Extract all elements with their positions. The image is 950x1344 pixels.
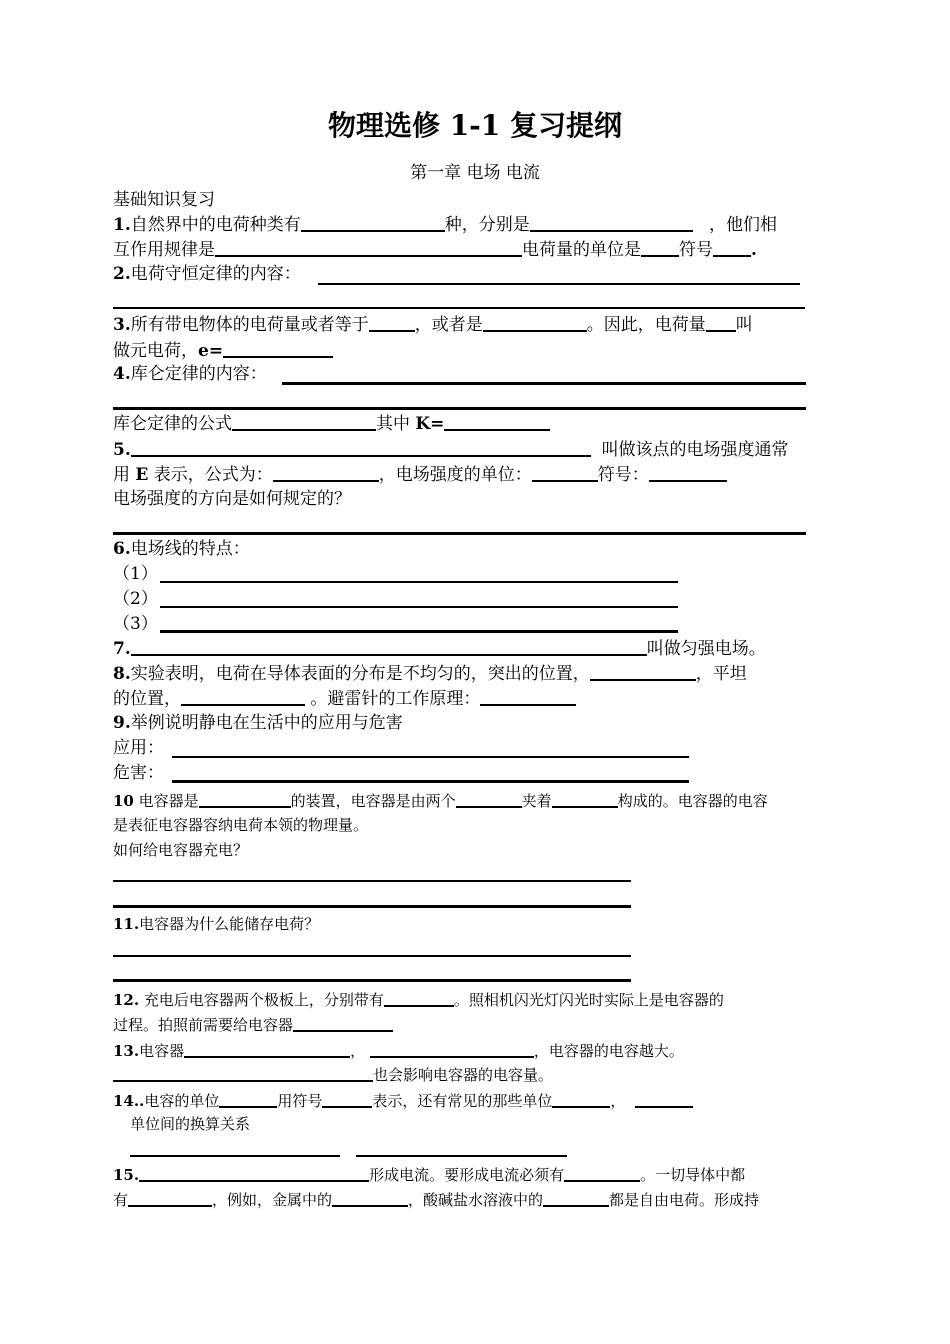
answer-line[interactable] [113, 532, 806, 535]
question-5-line-2: 用 E 表示，公式为： ，电场强度的单位： 符号： [113, 464, 727, 485]
blank-field[interactable] [444, 413, 550, 431]
question-14-line-2: 单位间的换算关系 [130, 1115, 251, 1133]
answer-line[interactable] [160, 606, 678, 608]
question-11-line-1: 11.电容器为什么能储存电荷？ [113, 915, 320, 933]
blank-field[interactable] [293, 1014, 393, 1032]
answer-line[interactable] [113, 955, 631, 957]
answer-line[interactable] [113, 307, 805, 309]
answer-line[interactable] [282, 382, 806, 385]
question-9-harm: 危害： [113, 763, 164, 783]
question-12-line-2: 过程。拍照前需要给电容器 [113, 1014, 393, 1035]
question-2-line-1: 2.电荷守恒定律的内容： [113, 264, 301, 284]
answer-line[interactable] [172, 780, 689, 783]
blank-field[interactable] [456, 790, 522, 808]
section-heading: 基础知识复习 [113, 190, 215, 210]
question-13-line-1: 13.电容器 ， ，电容器的电容越大。 [113, 1042, 684, 1060]
answer-line[interactable] [113, 905, 631, 908]
blank-field[interactable] [128, 1189, 212, 1207]
question-5-line-1: 5. 叫做该点的电场强度通常 [113, 440, 789, 460]
question-1-line-1: 1.自然界中的电荷种类有 种，分别是 ，他们相 [113, 215, 777, 235]
blank-field[interactable] [480, 688, 576, 706]
blank-field[interactable] [369, 314, 415, 332]
blank-field[interactable] [706, 314, 736, 332]
page-title: 物理选修 1-1 复习提纲 [327, 109, 623, 142]
answer-line[interactable] [113, 407, 806, 410]
question-5-line-3: 电场强度的方向是如何规定的？ [113, 489, 351, 509]
answer-line[interactable] [113, 979, 631, 982]
answer-line[interactable] [356, 1155, 567, 1157]
answer-line[interactable] [160, 581, 678, 583]
question-6-line-1: 6.电场线的特点： [113, 539, 250, 559]
answer-line[interactable] [130, 1155, 340, 1157]
answer-line[interactable] [160, 630, 678, 633]
question-6-item-1: （1） [113, 564, 158, 584]
question-6-item-3: （3） [113, 614, 158, 634]
blank-field[interactable] [649, 464, 727, 482]
question-3-line-2: 做元电荷，e= [113, 340, 333, 361]
question-4-line-1: 4.库仑定律的内容： [113, 364, 267, 384]
question-12-line-1: 12. 充电后电容器两个极板上，分别带有 。照相机闪光灯闪光时实际上是电容器的 [113, 991, 724, 1009]
blank-field[interactable] [483, 314, 587, 332]
question-6-item-2: （2） [113, 589, 158, 609]
blank-field[interactable] [532, 464, 598, 482]
question-8-line-1: 8.实验表明，电荷在导体表面的分布是不均匀的，突出的位置， ，平坦 [113, 664, 747, 684]
blank-field[interactable] [131, 638, 647, 656]
blank-field[interactable] [219, 1090, 277, 1108]
blank-field[interactable] [564, 1164, 640, 1182]
question-15-line-2: 有 ，例如，金属中的 ，酸碱盐水溶液中的 都是自由电荷。形成持 [113, 1191, 760, 1209]
question-15-line-1: 15. 形成电流。要形成电流必须有 。一切导体中都 [113, 1166, 746, 1184]
blank-field[interactable] [713, 239, 751, 257]
blank-field[interactable] [199, 790, 291, 808]
question-7-line-1: 7. 叫做匀强电场。 [113, 639, 766, 659]
blank-field[interactable] [223, 340, 333, 358]
question-9-application: 应用： [113, 738, 164, 758]
blank-field[interactable] [184, 1040, 350, 1058]
blank-field[interactable] [139, 1164, 369, 1182]
blank-field[interactable] [181, 688, 305, 706]
blank-field[interactable] [543, 1189, 609, 1207]
question-14-line-1: 14..电容的单位 用符号 表示，还有常见的那些单位 ， [113, 1090, 693, 1111]
blank-field[interactable] [384, 989, 454, 1007]
question-10-line-1: 10 电容器是 的装置，电容器是由两个 夹着 构成的。电容器的电容 [113, 792, 768, 810]
question-8-line-2: 的位置， 。避雷针的工作原理： [113, 688, 576, 709]
answer-line[interactable] [113, 880, 631, 882]
blank-field[interactable] [552, 1090, 610, 1108]
blank-field[interactable] [113, 1064, 373, 1082]
question-10-line-2: 是表征电容器容纳电荷本领的物理量。 [113, 816, 369, 834]
blank-field[interactable] [232, 413, 376, 431]
answer-line[interactable] [318, 283, 800, 285]
blank-field[interactable] [131, 439, 591, 457]
question-1-line-2: 互作用规律是 电荷量的单位是 符号 . [113, 240, 757, 260]
answer-line[interactable] [172, 756, 689, 758]
blank-field[interactable] [273, 464, 379, 482]
blank-field[interactable] [552, 790, 618, 808]
blank-field[interactable] [635, 1090, 693, 1108]
blank-field[interactable] [530, 214, 693, 232]
question-9-line-1: 9.举例说明静电在生活中的应用与危害 [113, 713, 403, 733]
question-13-line-2: 也会影响电容器的电容量。 [113, 1064, 553, 1085]
blank-field[interactable] [215, 239, 522, 257]
question-4-line-2: 库仑定律的公式 其中 K= [113, 413, 550, 434]
blank-field[interactable] [370, 1040, 534, 1058]
blank-field[interactable] [641, 239, 679, 257]
chapter-heading: 第一章 电场 电流 [410, 163, 540, 183]
blank-field[interactable] [590, 663, 696, 681]
question-3-line-1: 3.所有带电物体的电荷量或者等于 ，或者是 。因此，电荷量 叫 [113, 315, 753, 335]
blank-field[interactable] [322, 1090, 372, 1108]
question-10-line-3: 如何给电容器充电？ [113, 841, 249, 859]
blank-field[interactable] [301, 214, 445, 232]
blank-field[interactable] [332, 1189, 408, 1207]
